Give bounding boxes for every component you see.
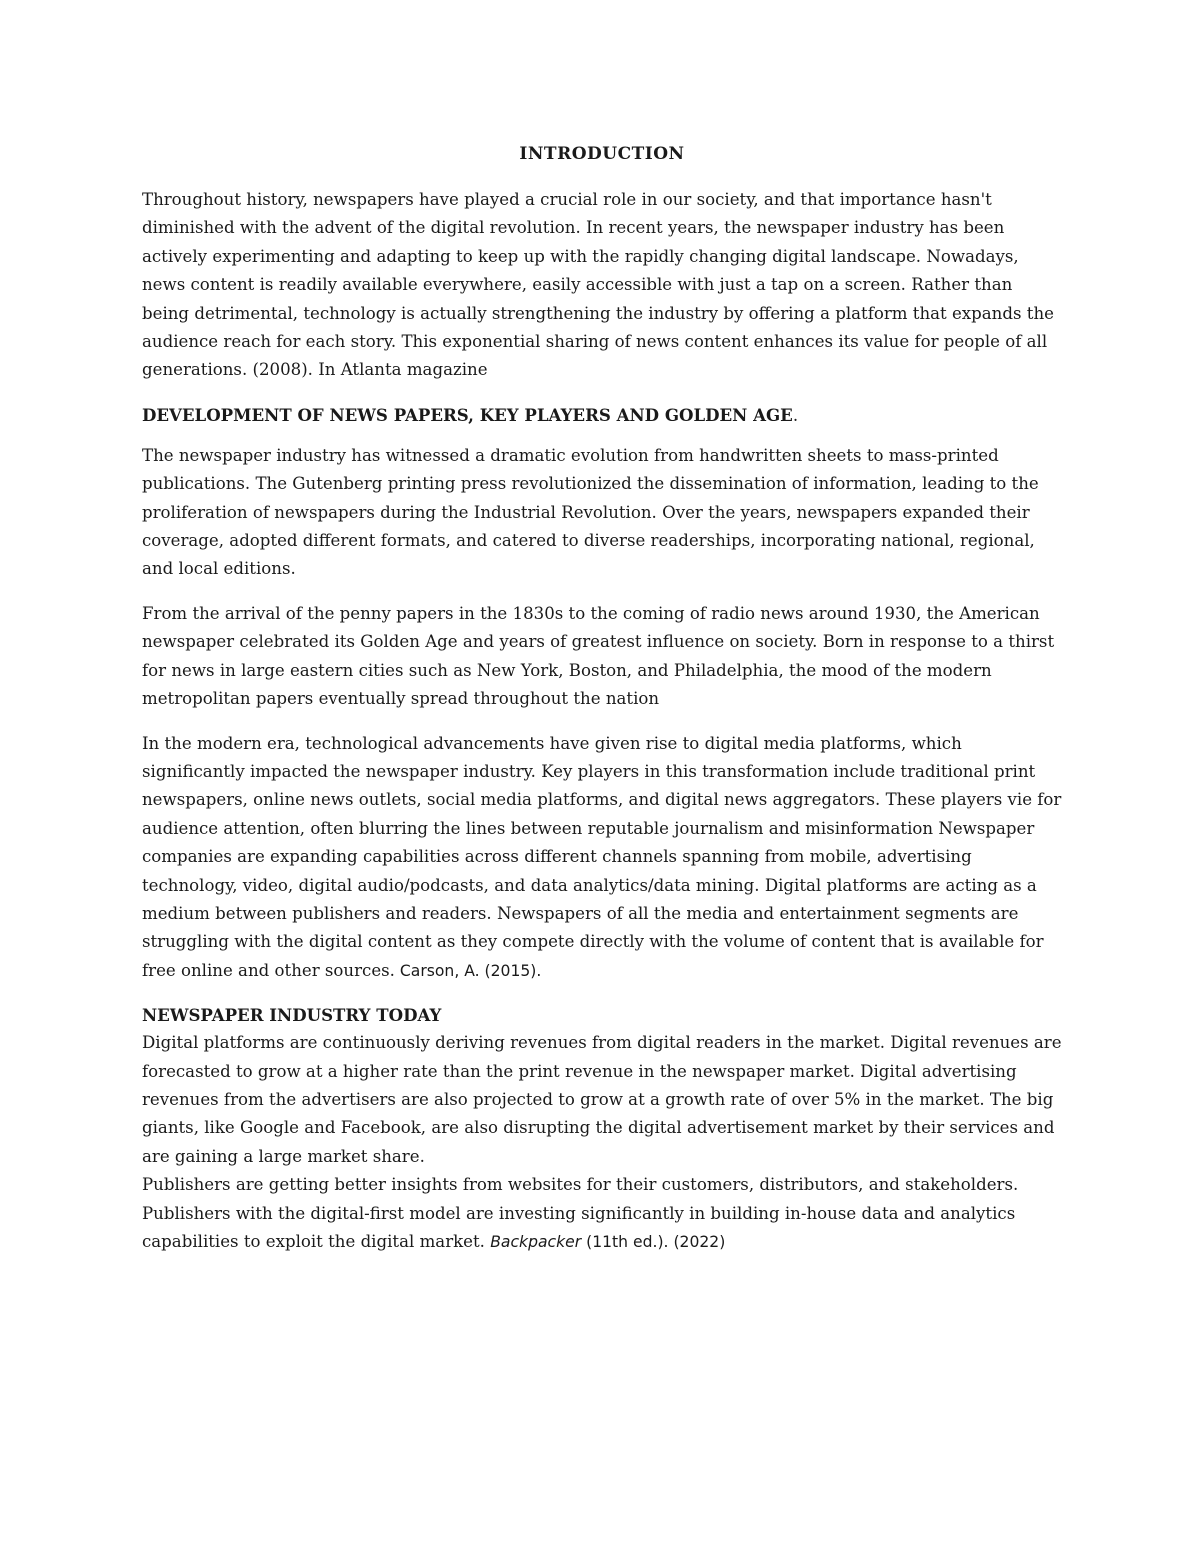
- today-paragraph-2-text: Publishers are getting better insights from websites for their customers, distributors, and stakeholders. Publishers with the digital-first model are investing significantly in building in-house data and analytics capabilities to exploit the digital market.: [142, 1175, 1019, 1251]
- development-heading-period: .: [792, 405, 799, 425]
- development-paragraph-3: [142, 730, 1062, 986]
- development-paragraph-3-text: In the modern era, technological advancements have given rise to digital media platforms, which significantly impacted the newspaper industry. Key players in this transformation include traditional print newspapers, online news outlets, social media platforms, and digital news aggregators. These players vie for audience attention, often blurring the lines between reputable journalism and misinformation Newspaper companies are expanding capabilities across different channels spanning from mobile, advertising technology, video, digital audio/podcasts, and data analytics/data mining. Digital platforms are acting as a medium between publishers and readers. Newspapers of all the media and entertainment segments are struggling with the digital content as they compete directly with the volume of content that is available for free online and other sources.: [142, 733, 1062, 980]
- development-citation: Carson, A. (2015).: [394, 961, 542, 980]
- intro-paragraph: Throughout history, newspapers have played a crucial role in our society, and that importance hasn't diminished with the advent of the digital revolution. In recent years, the newspaper industry has been actively experimenting and adapting to keep up with the rapidly changing digital landscape. Nowadays, news content is readily available everywhere, easily accessible with just a tap on a screen. Rather than being detrimental, technology is actually strengthening the industry by offering a platform that expands the audience reach for each story. This exponential sharing of news content enhances its value for people of all generations. (2008). In Atlanta magazine: [142, 190, 1054, 380]
- section-heading-development: [142, 401, 1062, 430]
- today-citation-rest: (11th ed.). (2022): [581, 1233, 726, 1251]
- today-paragraph-2: [142, 1171, 1062, 1256]
- development-paragraph-1: The newspaper industry has witnessed a dramatic evolution from handwritten sheets to mass-printed publications. The Gutenberg printing press revolutionized the dissemination of information, leading to the proliferation of newspapers during the Industrial Revolution. Over the years, newspapers expanded their coverage, adopted different formats, and catered to diverse readerships, incorporating national, regional, and local editions.: [142, 445, 1039, 579]
- document-page: [142, 140, 1062, 1256]
- section-title-introduction: INTRODUCTION: [519, 144, 685, 164]
- today-paragraph-1: Digital platforms are continuously deriving revenues from digital readers in the market. Digital revenues are forecasted to grow at a higher rate than the print revenue in the newspaper market. Digital advertising revenues from the advertisers are also projected to grow at a growth rate of over 5% in the market. The big giants, like Google and Facebook, are also disrupting the digital advertisement market by their services and are gaining a large market share.: [142, 1033, 1062, 1166]
- section-heading-today: NEWSPAPER INDUSTRY TODAY: [142, 1005, 442, 1026]
- development-heading-text: DEVELOPMENT OF NEWS PAPERS, KEY PLAYERS AND GOLDEN AGE: [142, 404, 793, 425]
- development-paragraph-2: From the arrival of the penny papers in the 1830s to the coming of radio news around 1930, the American newspaper celebrated its Golden Age and years of greatest influence on society. Born in response to a thirst for news in large eastern cities such as New York, Boston, and Philadelphia, the mood of the modern metropolitan papers eventually spread throughout the nation: [142, 603, 1055, 709]
- today-citation-title: Backpacker: [490, 1233, 582, 1251]
